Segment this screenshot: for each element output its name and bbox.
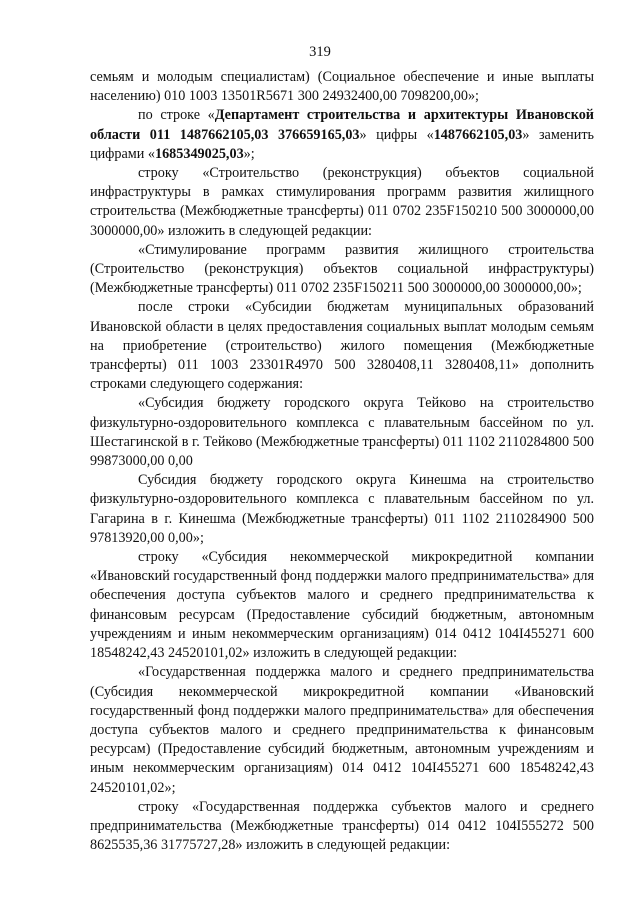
text-run: строку «Субсидия некоммерческой микрокредитной компании «Ивановский государственный фонд поддержки малого предпринимательства» для обеспечения доступа субъектов малого и среднего предпринимательства к финансовым ресурсам (Предоставление субсидий бюджетным, автономным учреждениям и иным некоммерческим организациям) 014 0412 104I455271 600 18548242,43 24520101,02» изложить в следующей редакции: bbox=[90, 549, 594, 662]
paragraph bbox=[90, 68, 594, 106]
bold-text-run: 1685349025,03 bbox=[154, 145, 244, 162]
text-run: семьям и молодым специалистам) (Социальное обеспечение и иные выплаты населению) 010 1003 13501R5671 300 24932400,00 7098200,00»; bbox=[90, 69, 594, 105]
text-run: » заменить цифрами « bbox=[90, 126, 594, 162]
text-run: строку «Государственная поддержка субъектов малого и среднего предпринимательства (Межбюджетные трансферты) 014 0412 104I555272 500 8625535,36 31775727,28» изложить в следующей редакции: bbox=[90, 798, 594, 854]
document-body bbox=[90, 68, 594, 855]
page-number: 319 bbox=[309, 44, 331, 60]
paragraph bbox=[90, 548, 594, 663]
text-run: «Субсидия бюджету городского округа Тейково на строительство физкультурно-оздоровительного комплекса с плавательным бассейном по ул. Шестагинской в г. Тейково (Межбюджетные трансферты) 011 1102 2110284800 500 99873000,00 0,00 bbox=[90, 395, 594, 470]
text-run: » цифры « bbox=[359, 126, 434, 143]
paragraph bbox=[90, 298, 594, 394]
paragraph bbox=[90, 164, 594, 241]
text-run: строку «Строительство (реконструкция) объектов социальной инфраструктуры в рамках стимулирования программ развития жилищного строительства (Межбюджетные трансферты) 011 0702 235F150210 500 3000000,00 3000000,00» изложить в следующей редакции: bbox=[90, 165, 594, 239]
bold-text-run: Департамент строительства и архитектуры Ивановской области 011 1487662105,03 376659165,03 bbox=[90, 107, 594, 143]
paragraph bbox=[90, 241, 594, 299]
text-run: »; bbox=[243, 145, 255, 162]
paragraph bbox=[90, 394, 594, 471]
text-run: «Стимулирование программ развития жилищного строительства (Строительство (реконструкция) объектов социальной инфраструктуры) (Межбюджетные трансферты) 011 0702 235F150211 500 3000000,00 3000000,00»; bbox=[90, 241, 594, 297]
paragraph bbox=[90, 106, 594, 164]
paragraph bbox=[90, 471, 594, 548]
paragraph bbox=[90, 663, 594, 797]
text-run: «Государственная поддержка малого и среднего предпринимательства (Субсидия некоммерческой микрокредитной компании «Ивановский государственный фонд поддержки малого предпринимательства» для обеспечения доступа субъектов малого и среднего предпринимательства к финансовым ресурсам) (Предоставление субсидий бюджетным, автономным учреждениям и иным некоммерческим организациям) 014 0412 104I455271 600 18548242,43 24520101,02»; bbox=[90, 664, 594, 796]
text-run: после строки «Субсидии бюджетам муниципальных образований Ивановской области в целях предоставления социальных выплат молодым семьям на приобретение (строительство) жилого помещения (Межбюджетные трансферты) 011 1003 23301R4970 500 3280408,11 3280408,11» дополнить строками следующего содержания: bbox=[90, 299, 594, 393]
text-run: Субсидия бюджету городского округа Кинешма на строительство физкультурно-оздоровительного комплекса с плавательным бассейном по ул. Гагарина в г. Кинешма (Межбюджетные трансферты) 011 1102 2110284900 500 97813920,00 0,00»; bbox=[90, 472, 594, 546]
text-run: по строке « bbox=[138, 107, 215, 124]
paragraph bbox=[90, 798, 594, 856]
bold-text-run: 1487662105,03 bbox=[433, 126, 523, 143]
